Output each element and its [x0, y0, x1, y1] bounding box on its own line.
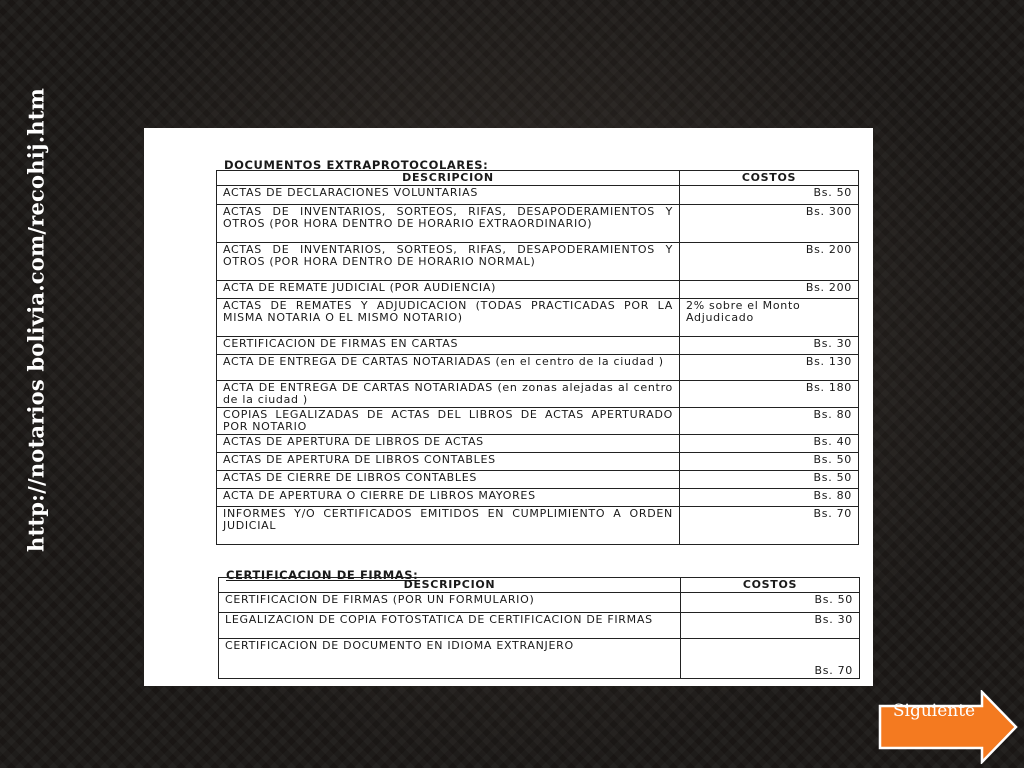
certificacion-table — [218, 577, 860, 679]
row-cost: 2% sobre el Monto Adjudicado — [680, 299, 859, 337]
row-description: INFORMES Y/O CERTIFICADOS EMITIDOS EN CUMPLIMIENTO A ORDEN JUDICIAL — [217, 507, 680, 545]
row-cost: Bs. 180 — [680, 381, 859, 408]
row-cost: Bs. 80 — [680, 408, 859, 435]
row-description: COPIAS LEGALIZADAS DE ACTAS DEL LIBROS DE ACTAS APERTURADO POR NOTARIO — [217, 408, 680, 435]
table-row — [217, 281, 859, 299]
row-cost: Bs. 80 — [680, 489, 859, 507]
row-description: CERTIFICACION DE DOCUMENTO EN IDIOMA EXTRANJERO — [219, 639, 681, 679]
row-description: ACTA DE ENTREGA DE CARTAS NOTARIADAS (en zonas alejadas al centro de la ciudad ) — [217, 381, 680, 408]
row-cost: Bs. 50 — [681, 593, 860, 613]
row-description: LEGALIZACION DE COPIA FOTOSTATICA DE CERTIFICACION DE FIRMAS — [219, 613, 681, 639]
row-description: CERTIFICACION DE FIRMAS (POR UN FORMULARIO) — [219, 593, 681, 613]
table-row — [217, 205, 859, 243]
table-row — [217, 471, 859, 489]
row-cost: Bs. 30 — [681, 613, 860, 639]
table-header-row — [219, 578, 860, 593]
row-description: ACTAS DE CIERRE DE LIBROS CONTABLES — [217, 471, 680, 489]
scanned-document — [144, 128, 873, 686]
row-cost: Bs. 50 — [680, 471, 859, 489]
column-header-costos: COSTOS — [680, 171, 859, 186]
table-row — [219, 639, 860, 679]
row-cost: Bs. 300 — [680, 205, 859, 243]
row-cost: Bs. 50 — [680, 453, 859, 471]
table-row — [217, 435, 859, 453]
row-description: ACTAS DE INVENTARIOS, SORTEOS, RIFAS, DESAPODERAMIENTOS Y OTROS (POR HORA DENTRO DE HORARIO NORMAL) — [217, 243, 680, 281]
table-row — [217, 299, 859, 337]
table-header-row — [217, 171, 859, 186]
row-cost: Bs. 200 — [680, 281, 859, 299]
table-row — [217, 381, 859, 408]
row-cost: Bs. 50 — [680, 186, 859, 205]
table-row — [217, 355, 859, 381]
row-description: CERTIFICACION DE FIRMAS EN CARTAS — [217, 337, 680, 355]
section-title-certificacion: CERTIFICACION DE FIRMAS: — [226, 568, 419, 582]
next-button[interactable] — [878, 690, 1018, 764]
table-row — [219, 613, 860, 639]
column-header-descripcion: DESCRIPCION — [219, 578, 681, 593]
row-cost: Bs. 70 — [680, 507, 859, 545]
table-row — [217, 453, 859, 471]
certificacion-rows — [219, 593, 860, 679]
next-button-label: Siguiente — [892, 701, 976, 721]
row-cost: Bs. 30 — [680, 337, 859, 355]
row-description: ACTAS DE INVENTARIOS, SORTEOS, RIFAS, DESAPODERAMIENTOS Y OTROS (POR HORA DENTRO DE HORARIO EXTRAORDINARIO) — [217, 205, 680, 243]
table-row — [217, 243, 859, 281]
table-row — [217, 489, 859, 507]
row-description: ACTA DE APERTURA O CIERRE DE LIBROS MAYORES — [217, 489, 680, 507]
row-description: ACTAS DE DECLARACIONES VOLUNTARIAS — [217, 186, 680, 205]
row-description: ACTAS DE APERTURA DE LIBROS CONTABLES — [217, 453, 680, 471]
row-description: ACTAS DE REMATES Y ADJUDICACION (TODAS PRACTICADAS POR LA MISMA NOTARIA O EL MISMO NOTARIO) — [217, 299, 680, 337]
row-cost: Bs. 40 — [680, 435, 859, 453]
table-row — [217, 337, 859, 355]
row-cost: Bs. 70 — [681, 639, 860, 679]
column-header-descripcion: DESCRIPCION — [217, 171, 680, 186]
table-row — [219, 593, 860, 613]
row-description: ACTA DE REMATE JUDICIAL (POR AUDIENCIA) — [217, 281, 680, 299]
row-description: ACTA DE ENTREGA DE CARTAS NOTARIADAS (en el centro de la ciudad ) — [217, 355, 680, 381]
column-header-costos: COSTOS — [681, 578, 860, 593]
source-url-text: http://notarios bolivia.com/recohij.htm — [23, 88, 49, 552]
extraprotocolares-table — [216, 170, 859, 545]
extraprotocolares-rows — [217, 186, 859, 545]
section-title-extraprotocolares: DOCUMENTOS EXTRAPROTOCOLARES: — [224, 158, 489, 172]
row-cost: Bs. 130 — [680, 355, 859, 381]
table-row — [217, 186, 859, 205]
row-description: ACTAS DE APERTURA DE LIBROS DE ACTAS — [217, 435, 680, 453]
row-cost: Bs. 200 — [680, 243, 859, 281]
table-row — [217, 507, 859, 545]
table-row — [217, 408, 859, 435]
